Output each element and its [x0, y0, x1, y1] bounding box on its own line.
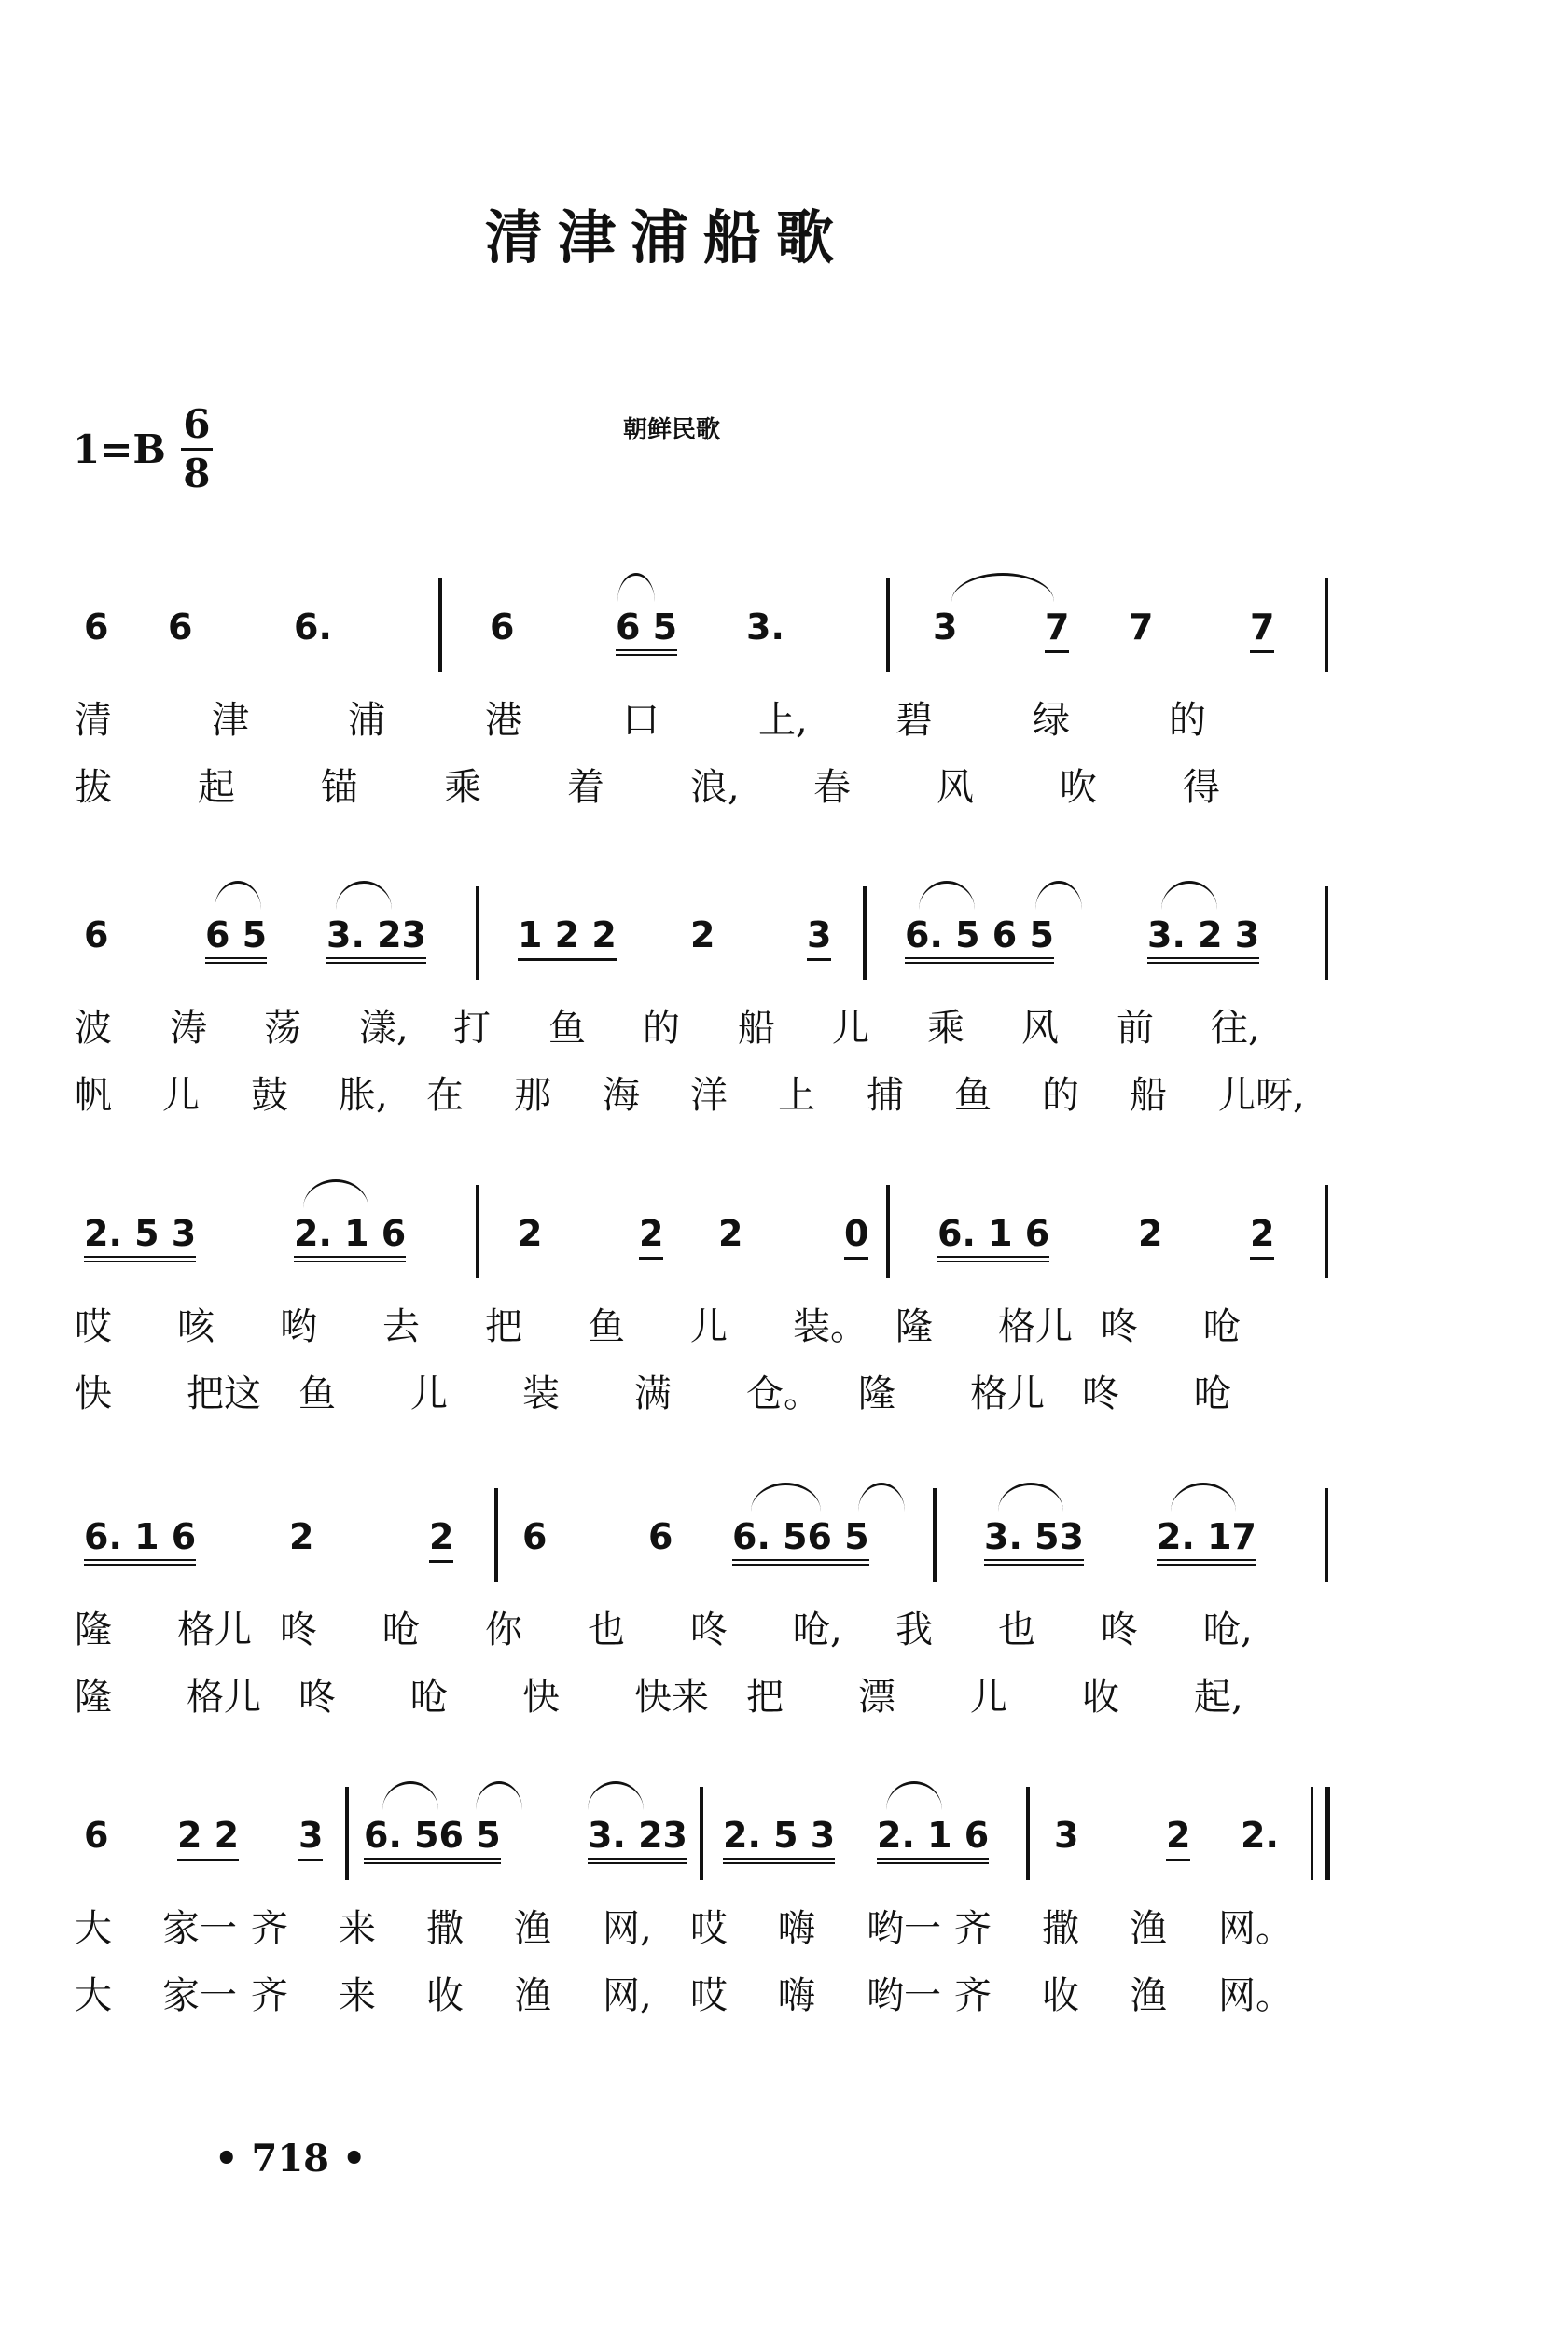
- note: 3. 23: [588, 1815, 687, 1864]
- note: 3: [298, 1815, 323, 1861]
- lyric-syllable: 鱼: [588, 1305, 625, 1348]
- lyric-syllable: 锚: [321, 766, 358, 809]
- lyric-syllable: 呛: [382, 1609, 420, 1651]
- lyric-syllable: 捕: [867, 1074, 904, 1117]
- barline: [438, 578, 442, 672]
- lyric-syllable: 你: [485, 1609, 522, 1651]
- lyric-syllable: 格儿: [187, 1676, 261, 1719]
- lyric-syllable: 乘: [444, 766, 481, 809]
- lyric-line: [65, 1957, 1353, 2024]
- slur: [858, 1483, 905, 1512]
- lyric-syllable: 前: [1117, 1007, 1154, 1050]
- note: 2. 17: [1157, 1516, 1256, 1566]
- lyric-syllable: 把: [746, 1676, 784, 1719]
- lyric-syllable: 咚: [1082, 1373, 1119, 1415]
- lyric-syllable: 鱼: [548, 1007, 586, 1050]
- lyric-syllable: 呛,: [1203, 1609, 1253, 1651]
- slur: [215, 881, 261, 910]
- lyric-syllable: 把这: [187, 1373, 261, 1415]
- barline: [933, 1488, 937, 1582]
- lyric-syllable: 波: [75, 1007, 112, 1050]
- note: 6. 56 5: [364, 1815, 501, 1864]
- slur: [1161, 881, 1217, 910]
- slur: [1171, 1483, 1236, 1512]
- note: 7: [1250, 606, 1274, 653]
- notes-row: [65, 886, 1353, 989]
- lyric-syllable: 清: [75, 699, 112, 742]
- barline: [1325, 1488, 1328, 1582]
- lyric-syllable: 把: [485, 1305, 522, 1348]
- lyric-syllable: 绿: [1033, 699, 1070, 742]
- lyric-syllable: 船: [738, 1007, 775, 1050]
- lyric-syllable: 渔: [514, 1974, 551, 2017]
- lyric-syllable: 胀,: [339, 1074, 388, 1117]
- barline: [1325, 886, 1328, 980]
- note: 6: [648, 1516, 673, 1557]
- lyric-syllable: 快来: [634, 1676, 709, 1719]
- note: 6. 1 6: [84, 1516, 196, 1566]
- lyric-syllable: 齐: [954, 1907, 992, 1950]
- lyric-syllable: 荡: [264, 1007, 301, 1050]
- lyric-syllable: 哟一: [867, 1907, 941, 1950]
- score-system: [65, 1185, 1353, 1422]
- lyric-line: [65, 681, 1353, 748]
- lyric-syllable: 满: [634, 1373, 672, 1415]
- barline: [886, 578, 890, 672]
- note: 3: [1054, 1815, 1079, 1856]
- score-system: [65, 1488, 1353, 1725]
- slur: [751, 1483, 821, 1512]
- lyric-syllable: 收: [1042, 1974, 1079, 2017]
- lyric-syllable: 上,: [758, 699, 808, 742]
- note: 2: [1166, 1815, 1190, 1861]
- lyric-syllable: 网。: [1218, 1974, 1293, 2017]
- lyric-syllable: 吹: [1060, 766, 1097, 809]
- lyric-syllable: 风: [1021, 1007, 1059, 1050]
- slur: [476, 1781, 522, 1810]
- time-signature: [181, 401, 213, 497]
- note: 6 5: [205, 914, 267, 964]
- lyric-syllable: 津: [212, 699, 249, 742]
- barline: [476, 886, 479, 980]
- lyric-syllable: 起,: [1194, 1676, 1243, 1719]
- lyric-line: [65, 1288, 1353, 1355]
- lyric-syllable: 咚: [690, 1609, 728, 1651]
- lyric-syllable: 齐: [954, 1974, 992, 2017]
- lyric-syllable: 儿: [410, 1373, 448, 1415]
- page-number: • 718 •: [215, 2137, 367, 2181]
- lyric-syllable: 我: [895, 1609, 933, 1651]
- lyric-syllable: 隆: [858, 1373, 895, 1415]
- lyric-syllable: 装。: [793, 1305, 867, 1348]
- note: 2: [1250, 1213, 1274, 1260]
- lyric-line: [65, 1056, 1353, 1123]
- lyric-syllable: 家一: [162, 1907, 237, 1950]
- lyric-syllable: 春: [813, 766, 851, 809]
- lyric-syllable: 隆: [895, 1305, 933, 1348]
- note: 6: [84, 1815, 109, 1856]
- lyric-syllable: 家一: [162, 1974, 237, 2017]
- lyric-syllable: 隆: [75, 1609, 112, 1651]
- lyric-line: [65, 1889, 1353, 1957]
- score-system: [65, 1787, 1353, 2024]
- slur: [336, 881, 392, 910]
- lyric-syllable: 得: [1183, 766, 1220, 809]
- notes-row: [65, 1185, 1353, 1288]
- lyric-syllable: 去: [382, 1305, 420, 1348]
- lyric-syllable: 港: [485, 699, 522, 742]
- lyric-syllable: 上: [778, 1074, 815, 1117]
- note: 0: [844, 1213, 868, 1260]
- lyric-line: [65, 748, 1353, 815]
- barline: [886, 1185, 890, 1278]
- lyric-syllable: 装: [522, 1373, 560, 1415]
- note: 6. 5 6 5: [905, 914, 1054, 964]
- note: 3: [933, 606, 958, 648]
- lyric-syllable: 隆: [75, 1676, 112, 1719]
- lyric-syllable: 在: [426, 1074, 464, 1117]
- note: 2. 5 3: [723, 1815, 835, 1864]
- barline: [863, 886, 867, 980]
- slur: [998, 1483, 1063, 1512]
- lyric-syllable: 的: [1042, 1074, 1079, 1117]
- note: 6: [522, 1516, 548, 1557]
- barline: [345, 1787, 349, 1880]
- lyric-syllable: 收: [1082, 1676, 1119, 1719]
- slur: [303, 1179, 368, 1208]
- lyric-syllable: 那: [514, 1074, 551, 1117]
- lyric-syllable: 齐: [251, 1907, 288, 1950]
- lyric-syllable: 仓。: [746, 1373, 821, 1415]
- lyric-syllable: 船: [1130, 1074, 1167, 1117]
- note: 2.: [1241, 1815, 1279, 1856]
- lyric-syllable: 齐: [251, 1974, 288, 2017]
- lyric-syllable: 撒: [426, 1907, 464, 1950]
- slur: [617, 573, 655, 602]
- note: 2: [639, 1213, 663, 1260]
- note: 3: [807, 914, 831, 961]
- slur: [588, 1781, 644, 1810]
- lyric-syllable: 哟一: [867, 1974, 941, 2017]
- lyric-line: [65, 1591, 1353, 1658]
- lyric-syllable: 着: [567, 766, 604, 809]
- lyric-line: [65, 989, 1353, 1056]
- lyric-syllable: 呛,: [793, 1609, 842, 1651]
- lyric-syllable: 呛: [410, 1676, 448, 1719]
- lyric-line: [65, 1658, 1353, 1725]
- lyric-syllable: 往,: [1211, 1007, 1260, 1050]
- lyric-syllable: 儿: [162, 1074, 200, 1117]
- lyric-syllable: 呛: [1203, 1305, 1241, 1348]
- lyric-syllable: 打: [453, 1007, 491, 1050]
- lyric-syllable: 撒: [1042, 1907, 1079, 1950]
- lyric-syllable: 咚: [1101, 1609, 1138, 1651]
- lyric-syllable: 碧: [895, 699, 933, 742]
- slur: [919, 881, 975, 910]
- lyric-syllable: 浪,: [690, 766, 740, 809]
- note: 2: [690, 914, 715, 955]
- key-tonic: 1=B: [73, 426, 166, 472]
- lyric-syllable: 口: [622, 699, 659, 742]
- lyric-syllable: 咳: [177, 1305, 215, 1348]
- score-system: [65, 886, 1353, 1123]
- song-origin: 朝鲜民歌: [623, 416, 721, 444]
- lyric-line: [65, 1355, 1353, 1422]
- note: 6.: [294, 606, 332, 648]
- lyric-syllable: 格儿: [970, 1373, 1045, 1415]
- note: 3.: [746, 606, 784, 648]
- lyric-syllable: 咚: [298, 1676, 336, 1719]
- slur: [1035, 881, 1082, 910]
- lyric-syllable: 来: [339, 1974, 376, 2017]
- note: 2. 1 6: [877, 1815, 989, 1864]
- slur: [951, 573, 1054, 602]
- lyric-syllable: 网。: [1218, 1907, 1293, 1950]
- barline: [700, 1787, 703, 1880]
- lyric-syllable: 漾,: [359, 1007, 409, 1050]
- lyric-syllable: 鼓: [251, 1074, 288, 1117]
- lyric-syllable: 乘: [927, 1007, 964, 1050]
- note: 7: [1129, 606, 1154, 648]
- lyric-syllable: 漂: [858, 1676, 895, 1719]
- lyric-syllable: 快: [522, 1676, 560, 1719]
- note: 2: [429, 1516, 453, 1563]
- note: 2: [518, 1213, 543, 1254]
- lyric-syllable: 儿: [970, 1676, 1007, 1719]
- lyric-syllable: 拔: [75, 766, 112, 809]
- final-barline: [1325, 1787, 1330, 1880]
- note: 2. 5 3: [84, 1213, 196, 1262]
- lyric-syllable: 收: [426, 1974, 464, 2017]
- slur: [382, 1781, 438, 1810]
- lyric-syllable: 鱼: [298, 1373, 336, 1415]
- slur: [886, 1781, 942, 1810]
- note: 2: [1138, 1213, 1163, 1254]
- lyric-syllable: 的: [1169, 699, 1206, 742]
- note: 6. 1 6: [937, 1213, 1049, 1262]
- notes-row: [65, 578, 1353, 681]
- song-title: 清津浦船歌: [484, 203, 849, 272]
- note: 2: [289, 1516, 314, 1557]
- lyric-syllable: 咚: [280, 1609, 317, 1651]
- lyric-syllable: 快: [75, 1373, 112, 1415]
- time-denominator: 8: [183, 451, 211, 496]
- note: 1 2 2: [518, 914, 617, 961]
- score-system: [65, 578, 1353, 815]
- lyric-syllable: 呛: [1194, 1373, 1231, 1415]
- lyric-syllable: 渔: [1130, 1974, 1167, 2017]
- note: 6 5: [616, 606, 677, 656]
- lyric-syllable: 儿: [832, 1007, 869, 1050]
- lyric-syllable: 大: [75, 1907, 112, 1950]
- time-numerator: 6: [183, 401, 211, 447]
- lyric-syllable: 渔: [1130, 1907, 1167, 1950]
- lyric-syllable: 哟: [280, 1305, 317, 1348]
- lyric-syllable: 起: [198, 766, 235, 809]
- lyric-syllable: 哎: [75, 1305, 112, 1348]
- lyric-syllable: 嗨: [778, 1974, 815, 2017]
- lyric-syllable: 洋: [690, 1074, 728, 1117]
- lyric-syllable: 哎: [690, 1907, 728, 1950]
- note: 3. 23: [326, 914, 426, 964]
- lyric-syllable: 哎: [690, 1974, 728, 2017]
- note: 6: [168, 606, 193, 648]
- final-barline-thin: [1311, 1787, 1313, 1880]
- barline: [1325, 1185, 1328, 1278]
- note: 6. 56 5: [732, 1516, 869, 1566]
- note: 6: [84, 914, 109, 955]
- lyric-syllable: 浦: [348, 699, 385, 742]
- barline: [1325, 578, 1328, 672]
- lyric-syllable: 格儿: [177, 1609, 252, 1651]
- barline: [1026, 1787, 1030, 1880]
- lyric-syllable: 的: [643, 1007, 680, 1050]
- note: 6: [84, 606, 109, 648]
- note: 7: [1045, 606, 1069, 653]
- barline: [476, 1185, 479, 1278]
- lyric-syllable: 也: [588, 1609, 625, 1651]
- lyric-syllable: 大: [75, 1974, 112, 2017]
- lyric-syllable: 儿: [690, 1305, 728, 1348]
- notes-row: [65, 1488, 1353, 1591]
- note: 3. 53: [984, 1516, 1084, 1566]
- notes-row: [65, 1787, 1353, 1889]
- note: 3. 2 3: [1147, 914, 1259, 964]
- lyric-syllable: 格儿: [998, 1305, 1073, 1348]
- lyric-syllable: 也: [998, 1609, 1035, 1651]
- lyric-syllable: 咚: [1101, 1305, 1138, 1348]
- lyric-syllable: 渔: [514, 1907, 551, 1950]
- lyric-syllable: 帆: [75, 1074, 112, 1117]
- key-signature: [73, 401, 213, 497]
- note: 6: [490, 606, 515, 648]
- note: 2. 1 6: [294, 1213, 406, 1262]
- note: 2: [718, 1213, 743, 1254]
- lyric-syllable: 网,: [603, 1907, 652, 1950]
- lyric-syllable: 风: [937, 766, 974, 809]
- lyric-syllable: 网,: [603, 1974, 652, 2017]
- lyric-syllable: 鱼: [954, 1074, 992, 1117]
- lyric-syllable: 儿呀,: [1218, 1074, 1305, 1117]
- lyric-syllable: 嗨: [778, 1907, 815, 1950]
- note: 2 2: [177, 1815, 239, 1861]
- lyric-syllable: 来: [339, 1907, 376, 1950]
- lyric-syllable: 涛: [170, 1007, 207, 1050]
- barline: [494, 1488, 498, 1582]
- lyric-syllable: 海: [603, 1074, 640, 1117]
